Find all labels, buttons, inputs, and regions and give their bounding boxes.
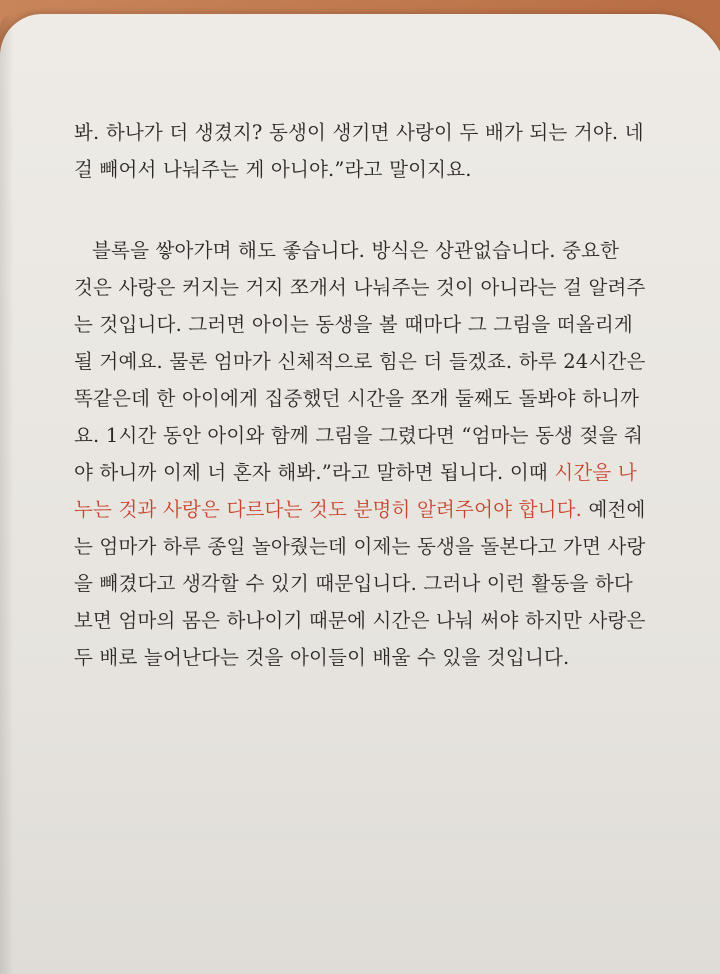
highlighted-text: 누는 것과 사랑은 다르다는 것도 분명히 알려주어야 합니다. [74,498,583,521]
text-line: 보면 엄마의 몸은 하나이기 때문에 시간은 나눠 써야 하지만 사랑은 [74,609,646,632]
paragraph-main [74,232,644,676]
text-line: 똑같은데 한 아이에게 집중했던 시간을 쪼개 둘째도 돌봐야 하니까 [74,387,640,410]
text-line [74,491,644,528]
text-line: 블록을 쌓아가며 해도 좋습니다. 방식은 상관없습니다. 중요한 [92,239,620,262]
page-curl-shadow [0,14,14,974]
text-segment: 야 하니까 이제 너 혼자 해봐.”라고 말하면 됩니다. 이때 [74,461,555,484]
text-line: 봐. 하나가 더 생겼지? 동생이 생기면 사랑이 두 배가 되는 거야. 네 [74,121,644,144]
text-line: 걸 빼어서 나눠주는 게 아니야.”라고 말이지요. [74,158,472,181]
text-line: 될 거예요. 물론 엄마가 신체적으로 힘은 더 들겠죠. 하루 24시간은 [74,350,646,373]
highlighted-text: 시간을 나 [554,461,637,484]
text-segment: 예전에 [582,498,646,521]
text-line: 는 엄마가 하루 종일 놀아줬는데 이제는 동생을 돌본다고 가면 사랑 [74,535,646,558]
text-line: 는 것입니다. 그러면 아이는 동생을 볼 때마다 그 그림을 떠올리게 [74,313,633,336]
text-line [74,454,644,491]
text-line: 을 빼겼다고 생각할 수 있기 때문입니다. 그러나 이런 활동을 하다 [74,572,633,595]
text-line: 것은 사랑은 커지는 거지 쪼개서 나눠주는 것이 아니라는 걸 알려주 [74,276,646,299]
paragraph-top [74,114,644,188]
text-line: 요. 1시간 동안 아이와 함께 그림을 그렸다면 “엄마는 동생 젖을 줘 [74,424,644,447]
text-line: 두 배로 늘어난다는 것을 아이들이 배울 수 있을 것입니다. [74,646,570,669]
